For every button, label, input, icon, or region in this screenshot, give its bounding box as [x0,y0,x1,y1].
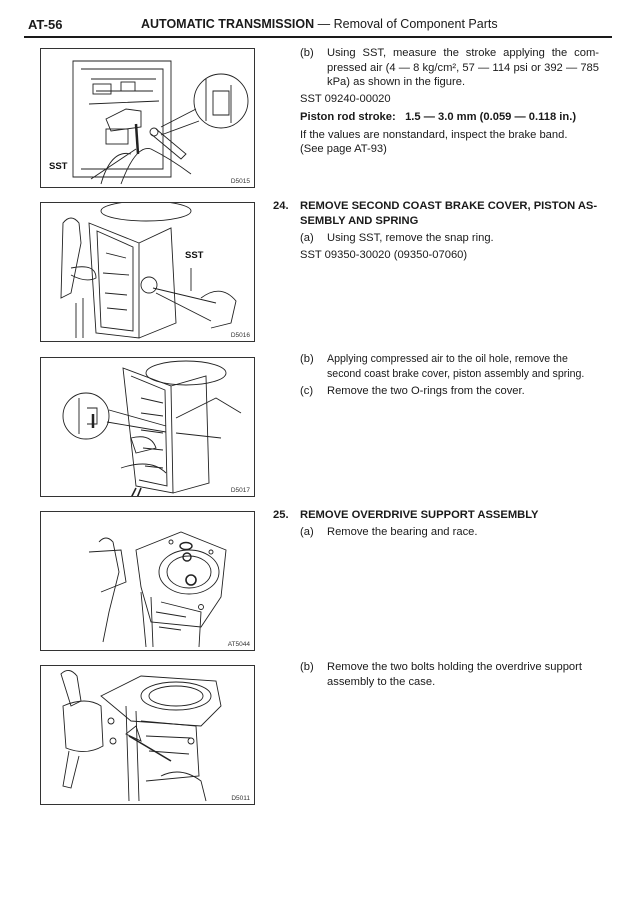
step-number: 25. [273,509,289,521]
step-25-substep-b [300,660,600,690]
page-number: AT-56 [28,17,63,32]
step-number: 24. [273,200,289,212]
substep-text: Remove the two bolts holding the overdrive support assembly to the case. [327,661,582,688]
sst-part-number: SST 09350-30020 (09350-07060) [300,249,468,261]
figure-snap-ring-removal [40,202,255,342]
figure-compressed-air-removal [40,357,255,497]
figure-code: D5011 [231,795,250,802]
spec-label: Piston rod stroke: [300,111,396,123]
figure-code: D5016 [230,332,250,339]
substep-label: (b) [300,353,314,365]
sst-part-number: SST 09240-00020 [300,93,391,105]
transmission-illustration-icon [41,49,255,188]
step-23-substep-b [300,46,600,90]
figure-code: D5017 [230,487,250,494]
substep-label: (c) [300,385,314,397]
substep-label: (b) [300,47,314,59]
step-24-substep-c [300,384,600,399]
substep-label: (a) [300,232,314,244]
step-title: REMOVE SECOND COAST BRAKE COVER, PISTON AS-SEMBLY AND SPRING [300,200,598,227]
transmission-illustration-icon [41,358,255,497]
step-25-heading [273,508,603,523]
step-24-heading [273,199,603,229]
section-subtitle: Removal of Component Parts [333,17,498,31]
transmission-illustration-icon [41,512,255,651]
sst-callout-label: SST [49,161,68,172]
substep-text: Using SST, remove the snap ring. [327,232,494,244]
transmission-illustration-icon [41,203,255,342]
section-title: AUTOMATIC TRANSMISSION [141,17,315,31]
figure-code: D5015 [230,178,250,185]
spec-value: 1.5 — 3.0 mm (0.059 — 0.118 in.) [405,111,577,123]
title-separator: — [314,17,334,31]
figure-overdrive-bolts-removal [40,665,255,805]
spec-piston-rod-stroke [300,110,576,125]
substep-label: (a) [300,526,314,538]
figure-code: AT5044 [227,641,250,648]
substep-text: Applying compressed air to the oil hole, remove the second coast brake cover, piston assembly and spring. [327,353,585,380]
page-title [141,17,498,31]
step-24-substep-a [300,231,600,246]
sst-callout-label: SST [185,250,204,261]
figure-brake-piston-stroke [40,48,255,188]
substep-text: Remove the bearing and race. [327,526,478,538]
step-24-substep-b [300,352,600,382]
see-page-reference: (See page AT-93) [300,143,387,155]
step-title: REMOVE OVERDRIVE SUPPORT ASSEMBLY [300,509,539,521]
substep-text: Remove the two O-rings from the cover. [327,385,525,397]
step-25-substep-a [300,525,600,540]
figure-bearing-race-removal [40,511,255,651]
page-header [24,14,612,38]
transmission-illustration-icon [41,666,255,805]
substep-text: Using SST, measure the stroke applying the com-pressed air (4 — 8 kg/cm², 57 — 114 psi or 392 — 785 kPa) as shown in the figure. [327,47,599,88]
nonstandard-note: If the values are nonstandard, inspect the brake band. [300,129,568,141]
substep-label: (b) [300,661,314,673]
